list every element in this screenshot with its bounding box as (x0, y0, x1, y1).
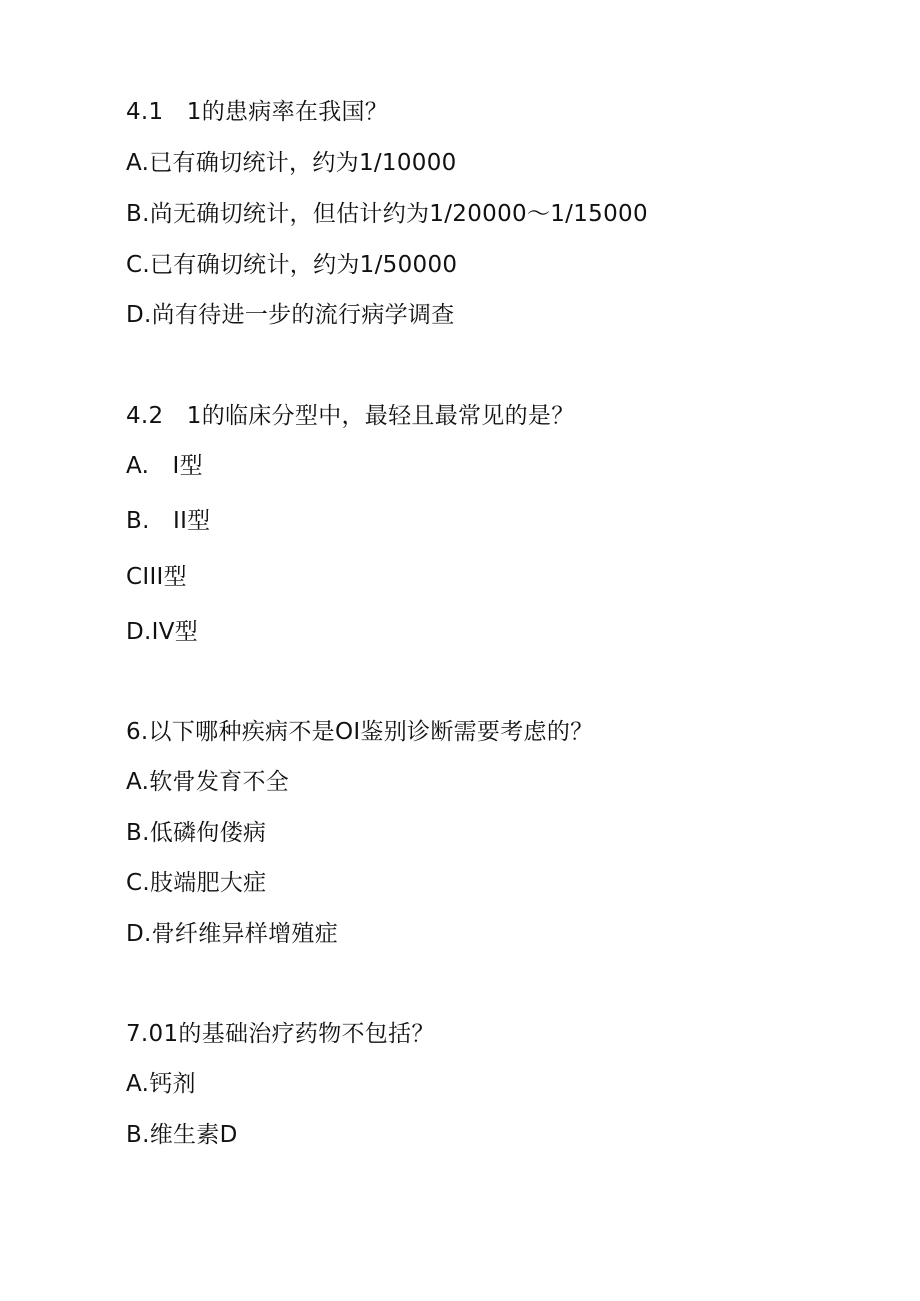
question-7-option-b: B.维生素D (126, 1122, 238, 1148)
question-4-2-stem: 4.2 1的临床分型中，最轻且最常见的是？ (126, 403, 575, 429)
question-4-1-option-d: D.尚有待进一步的流行病学调查 (126, 302, 455, 328)
question-6-stem: 6.以下哪种疾病不是OI鉴别诊断需要考虑的？ (126, 719, 594, 745)
question-7-stem: 7.01的基础治疗药物不包括？ (126, 1021, 435, 1047)
question-6-option-c: C.肢端肥大症 (126, 870, 267, 896)
question-4-2-option-a: A. I型 (126, 453, 203, 479)
question-4-2-option-b: B. II型 (126, 508, 211, 534)
question-4-2-option-d: D.IV型 (126, 619, 199, 645)
question-6-option-d: D.骨纤维异样增殖症 (126, 921, 339, 947)
question-4-1-option-b: B.尚无确切统计，但估计约为1/20000～1/15000 (126, 201, 648, 227)
question-7-option-a: A.钙剂 (126, 1071, 196, 1097)
question-4-2-option-c: CIII型 (126, 564, 187, 590)
question-4-1-option-c: C.已有确切统计，约为1/50000 (126, 252, 458, 278)
question-6-option-a: A.软骨发育不全 (126, 769, 290, 795)
question-4-1-option-a: A.已有确切统计，约为1/10000 (126, 150, 457, 176)
question-6-option-b: B.低磷佝偻病 (126, 820, 267, 846)
question-4-1-stem: 4.1 1的患病率在我国？ (126, 99, 389, 125)
